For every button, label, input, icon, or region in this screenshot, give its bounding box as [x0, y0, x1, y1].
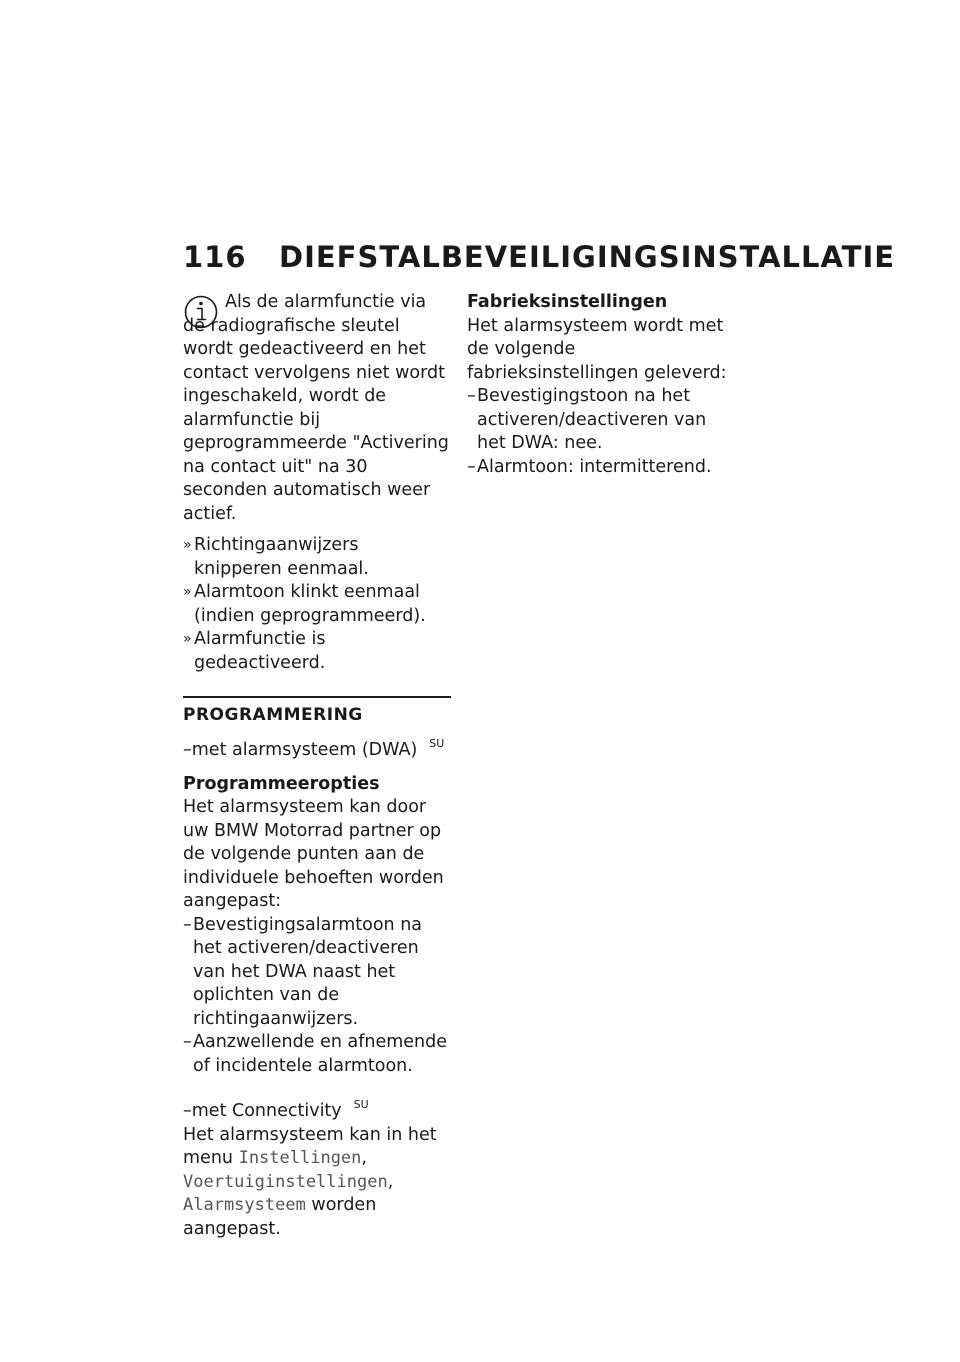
factory-settings-list: [467, 385, 727, 479]
dwa-condition: [183, 732, 451, 763]
info-icon: [183, 294, 219, 330]
info-note: [183, 291, 451, 526]
dash-marker: –: [467, 456, 476, 477]
factory-setting-text: Alarmtoon: intermitterend.: [477, 456, 712, 477]
su-badge: SU: [353, 1098, 369, 1111]
section-divider: [183, 696, 451, 698]
factory-settings-text: Het alarmsysteem wordt met de volgende fabrieksinstellingen geleverd:: [467, 315, 727, 383]
connectivity-condition-text: –met Connectivity: [183, 1101, 342, 1121]
page-header: [183, 240, 895, 274]
su-badge: SU: [429, 737, 445, 750]
menu-path-voertuiginstellingen: Voertuiginstellingen: [183, 1171, 388, 1192]
page-number: 116: [183, 240, 247, 274]
list-item: [467, 385, 727, 456]
separator: ,: [387, 1171, 394, 1192]
right-column: [467, 291, 727, 479]
connectivity-text: [183, 1124, 451, 1242]
connectivity-text-end: worden aangepast.: [183, 1195, 377, 1239]
left-column: [183, 291, 451, 1241]
factory-settings-title: Fabrieksinstellingen: [467, 292, 668, 312]
list-item: [183, 534, 451, 581]
result-marker: »: [183, 537, 192, 553]
section-title: PROGRAMMERING: [183, 705, 363, 725]
result-list: [183, 534, 451, 675]
options-title: Programmeeropties: [183, 773, 380, 794]
page-title: DIEFSTALBEVEILIGINGSINSTALLATIE: [279, 240, 896, 274]
result-text: Richtingaanwijzers knipperen eenmaal.: [194, 535, 369, 579]
result-marker: »: [183, 584, 192, 600]
dash-marker: –: [183, 914, 192, 935]
dash-marker: –: [183, 1032, 192, 1052]
dwa-condition-text: –met alarmsysteem (DWA): [183, 740, 418, 760]
list-item: [183, 914, 451, 1032]
result-text: Alarmtoon klinkt eenmaal (indien geprogrammeerd).: [194, 582, 426, 626]
connectivity-text-start: Het alarmsysteem kan in het menu: [183, 1124, 437, 1168]
options-list: [183, 914, 451, 1079]
connectivity-condition: [183, 1093, 451, 1124]
result-text: Alarmfunctie is gedeactiveerd.: [194, 629, 326, 673]
list-item: [467, 456, 727, 480]
dash-marker: –: [467, 386, 476, 406]
result-marker: »: [183, 631, 192, 647]
option-text: Bevestigingsalarmtoon na het activeren/deactiveren van het DWA naast het oplichten van de richtingaanwijzers.: [193, 914, 423, 1029]
options-text: Het alarmsysteem kan door uw BMW Motorrad partner op de volgende punten aan de individuele behoeften worden aangepast:: [183, 797, 444, 911]
factory-setting-text: Bevestigingstoon na het activeren/deactiveren van het DWA: nee.: [477, 386, 707, 453]
list-item: [183, 628, 451, 675]
menu-path-alarmsysteem: Alarmsysteem: [183, 1195, 306, 1215]
list-item: [183, 1031, 451, 1078]
menu-path-instellingen: Instellingen: [238, 1148, 362, 1168]
list-item: [183, 581, 451, 628]
option-text: Aanzwellende en afnemende of incidentele alarmtoon.: [193, 1032, 448, 1076]
separator: ,: [361, 1148, 367, 1168]
info-text: Als de alarmfunctie via de radiografische sleutel wordt gedeactiveerd en het contact vervolgens niet wordt ingeschakeld, wordt de alarmfunctie bij geprogrammeerde "Activering na contact uit" na 30 seconden automatisch weer actief.: [183, 292, 449, 524]
